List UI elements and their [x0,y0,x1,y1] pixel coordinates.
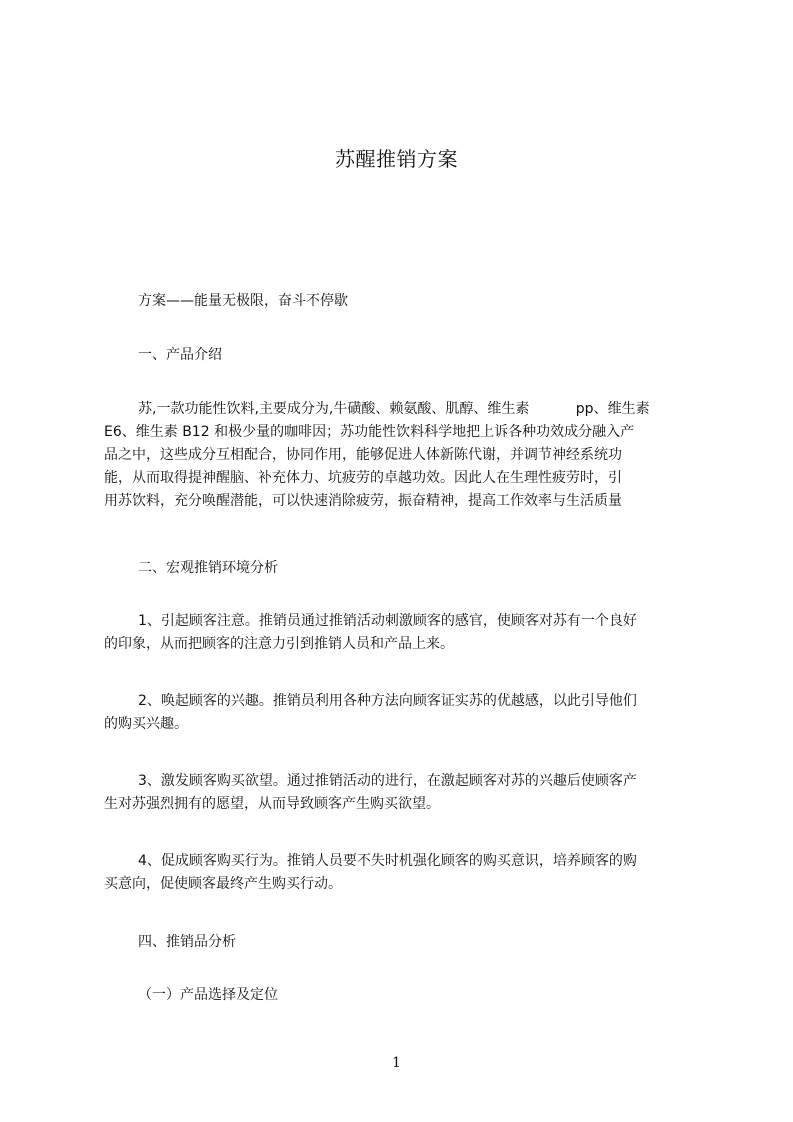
document-subtitle: 方案——能量无极限，奋斗不停歇 [138,293,348,309]
page-number: 1 [392,1055,401,1071]
paragraph-line: 用苏饮料，充分唤醒潜能，可以快速消除疲劳，振奋精神，提高工作效率与生活质量 [104,493,622,509]
section-heading-environment-analysis: 二、宏观推销环境分析 [138,560,278,576]
paragraph-line: E6、维生素 B12 和极少量的咖啡因；苏功能性饮料科学地把上诉各种功效成分融入产 [104,424,635,440]
subsection-heading-product-selection: （一）产品选择及定位 [138,987,278,1003]
section-heading-product-intro: 一、产品介绍 [138,347,222,363]
paragraph-line: 苏,一款功能性饮料,主要成分为,牛磺酸、赖氨酸、肌醇、维生素 pp、维生素 [138,401,650,417]
paragraph-line: 4、促成顾客购买行为。推销人员要不失时机强化顾客的购买意识，培养顾客的购 [138,853,637,869]
paragraph-point-2 [104,690,708,736]
paragraph-line: 买意向，促使顾客最终产生购买行动。 [104,876,342,892]
paragraph-line: 1、引起顾客注意。推销员通过推销活动刺激顾客的感官，使顾客对苏有一个良好 [138,613,637,629]
paragraph-line: 3、激发顾客购买欲望。通过推销活动的进行，在激起顾客对苏的兴趣后使顾客产 [138,773,637,789]
paragraph-line: 的购买兴趣。 [104,716,188,732]
paragraph-point-1 [104,610,708,656]
paragraph-point-4 [104,850,708,896]
paragraph-line: 品之中，这些成分互相配合，协同作用，能够促进人体新陈代谢，并调节神经系统功 [104,447,622,463]
paragraph-line: 的印象，从而把顾客的注意力引到推销人员和产品上来。 [104,636,454,652]
paragraph-line: 生对苏强烈拥有的愿望，从而导致顾客产生购买欲望。 [104,796,440,812]
paragraph-point-3 [104,770,708,816]
document-title: 苏醒推销方案 [335,147,458,171]
paragraph-product-intro [104,398,708,513]
paragraph-line: 能，从而取得提神醒脑、补充体力、坑疲劳的卓越功效。因此人在生理性疲劳时，引 [104,470,622,486]
section-heading-product-analysis: 四、推销品分析 [138,934,236,950]
paragraph-line: 2、唤起顾客的兴趣。推销员利用各种方法向顾客证实苏的优越感，以此引导他们 [138,693,637,709]
